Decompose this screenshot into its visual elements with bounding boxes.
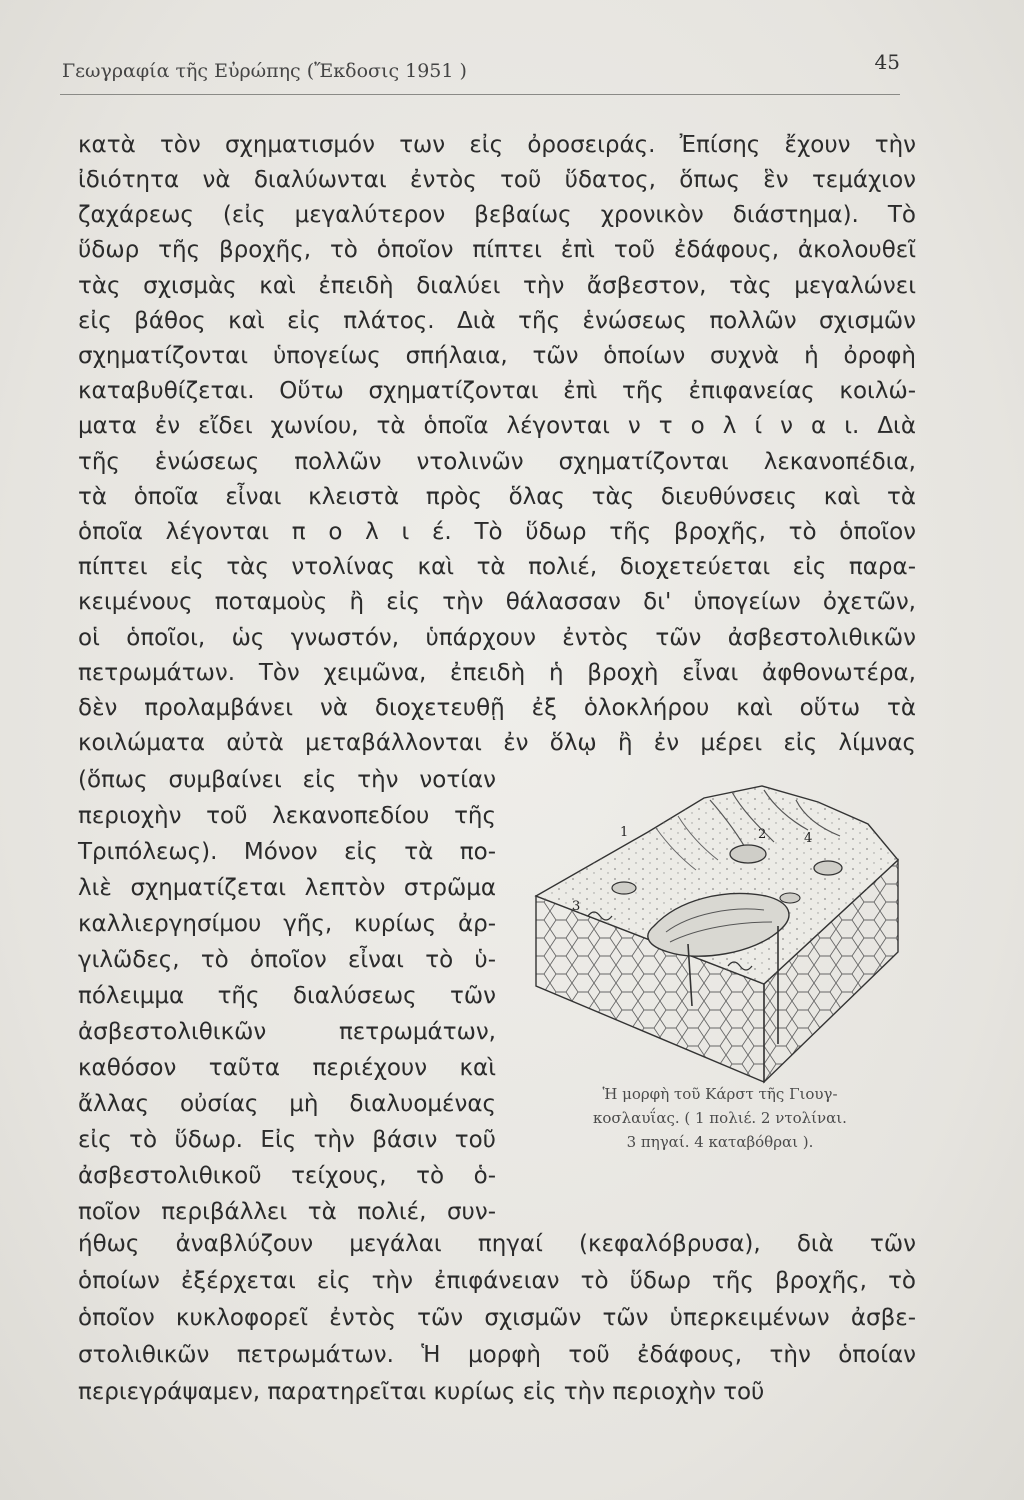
body-line: πετρωμάτων. Τὸν χειμῶνα, ἐπειδὴ ἡ βροχὴ εἶναι ἀφθονωτέρα, (78, 660, 916, 686)
body-line: καλλιεργησίμου γῆς, κυρίως ἀρ- (78, 911, 496, 937)
body-line: κατὰ τὸν σχηματισμόν των εἰς ὀροσειράς. Ἐπίσης ἔχουν τὴν (78, 132, 916, 158)
body-line: ματα ἐν εἴδει χωνίου, τὰ ὁποῖα λέγονται ν τ ο λ ί ν α ι. Διὰ (78, 413, 916, 439)
body-line: ὕδωρ τῆς βροχῆς, τὸ ὁποῖον πίπτει ἐπὶ τοῦ ἐδάφους, ἀκολουθεῖ (78, 237, 916, 263)
body-line: περιοχὴν τοῦ λεκανοπεδίου τῆς (78, 803, 496, 829)
body-line: ἄλλας οὐσίας μὴ διαλυομένας (78, 1091, 496, 1117)
running-title: Γεωγραφία τῆς Εὐρώπης (Ἔκδοσις 1951 ) (62, 60, 467, 82)
body-line: (ὅπως συμβαίνει εἰς τὴν νοτίαν (78, 767, 496, 793)
page-number: 45 (874, 50, 900, 74)
body-line: ποῖον περιβάλλει τὰ πολιέ, συν- (78, 1199, 496, 1225)
header-rule (60, 94, 900, 95)
body-line: Τριπόλεως). Μόνον εἰς τὰ πο- (78, 839, 496, 865)
body-line: οἱ ὁποῖοι, ὡς γνωστόν, ὑπάρχουν ἐντὸς τῶν ἀσβεστολιθικῶν (78, 625, 916, 651)
body-line: εἰς τὸ ὕδωρ. Εἰς τὴν βάσιν τοῦ (78, 1127, 496, 1153)
body-line: ζαχάρεως (εἰς μεγαλύτερον βεβαίως χρονικὸν διάστημα). Τὸ (78, 202, 916, 228)
body-line: πόλειμμα τῆς διαλύσεως τῶν (78, 983, 496, 1009)
body-line: ἀσβεστολιθικῶν πετρωμάτων, (78, 1019, 496, 1045)
body-line: καθόσον ταῦτα περιέχουν καὶ (78, 1055, 496, 1081)
body-line: ἀσβεστολιθικοῦ τείχους, τὸ ὁ- (78, 1163, 496, 1189)
figure-caption (528, 1082, 912, 1154)
caption-line: κοσλαυΐας. ( 1 πολιέ. 2 ντολίναι. (593, 1109, 847, 1127)
body-line: εἰς βάθος καὶ εἰς πλάτος. Διὰ τῆς ἑνώσεως πολλῶν σχισμῶν (78, 308, 916, 334)
body-line: καταβυθίζεται. Οὕτω σχηματίζονται ἐπὶ τῆς ἐπιφανείας κοιλώ- (78, 378, 916, 404)
body-line: λιὲ σχηματίζεται λεπτὸν στρῶμα (78, 875, 496, 901)
body-line: δὲν προλαμβάνει νὰ διοχετευθῇ ἐξ ὁλοκλήρου καὶ οὕτω τὰ (78, 695, 916, 721)
figure-label-2: 2 (758, 827, 767, 842)
doline (730, 845, 766, 863)
body-line: σχηματίζονται ὑπογείως σπήλαια, τῶν ὁποίων συχνὰ ἡ ὀροφὴ (78, 343, 916, 369)
body-line: ὁποῖα λέγονται π ο λ ι έ. Τὸ ὕδωρ τῆς βροχῆς, τὸ ὁποῖον (78, 519, 916, 545)
body-line: τῆς ἑνώσεως πολλῶν ντολινῶν σχηματίζονται λεκανοπέδια, (78, 449, 916, 475)
caption-line: 3 πηγαί. 4 καταβόθραι ). (626, 1133, 814, 1151)
figure-label-1: 1 (620, 825, 629, 840)
karst-diagram (528, 776, 912, 1088)
body-line: τὰς σχισμὰς καὶ ἐπειδὴ διαλύει τὴν ἄσβεστον, τὰς μεγαλώνει (78, 273, 916, 299)
body-line: περιεγράψαμεν, παρατηρεῖται κυρίως εἰς τὴν περιοχὴν τοῦ (78, 1379, 765, 1405)
figure-label-4: 4 (804, 831, 813, 846)
body-line: ήθως ἀναβλύζουν μεγάλαι πηγαί (κεφαλόβρυσα), διὰ τῶν (78, 1231, 916, 1257)
body-line: κοιλώματα αὐτὰ μεταβάλλονται ἐν ὅλῳ ἢ ἐν μέρει εἰς λίμνας (78, 730, 916, 756)
caption-line: Ἡ μορφὴ τοῦ Κάρστ τῆς Γιουγ- (602, 1085, 838, 1103)
body-line: πίπτει εἰς τὰς ντολίνας καὶ τὰ πολιέ, διοχετεύεται εἰς παρα- (78, 554, 916, 580)
doline (780, 893, 800, 903)
figure-label-3: 3 (572, 899, 581, 914)
body-line: γιλῶδες, τὸ ὁποῖον εἶναι τὸ ὑ- (78, 947, 496, 973)
body-line: κειμένους ποταμοὺς ἢ εἰς τὴν θάλασσαν δι' ὑπογείων ὀχετῶν, (78, 589, 916, 615)
body-line: ὁποίων ἐξέρχεται εἰς τὴν ἐπιφάνειαν τὸ ὕδωρ τῆς βροχῆς, τὸ (78, 1268, 916, 1294)
body-line: ὁποῖον κυκλοφορεῖ ἐντὸς τῶν σχισμῶν τῶν ὑπερκειμένων ἀσβε- (78, 1305, 916, 1331)
doline (814, 861, 842, 875)
body-line: ἰδιότητα νὰ διαλύωνται ἐντὸς τοῦ ὕδατος, ὅπως ἓν τεμάχιον (78, 167, 916, 193)
doline (612, 882, 636, 894)
body-line: τὰ ὁποῖα εἶναι κλειστὰ πρὸς ὅλας τὰς διευθύνσεις καὶ τὰ (78, 484, 916, 510)
body-line: στολιθικῶν πετρωμάτων. Ἡ μορφὴ τοῦ ἐδάφους, τὴν ὁποίαν (78, 1342, 916, 1368)
